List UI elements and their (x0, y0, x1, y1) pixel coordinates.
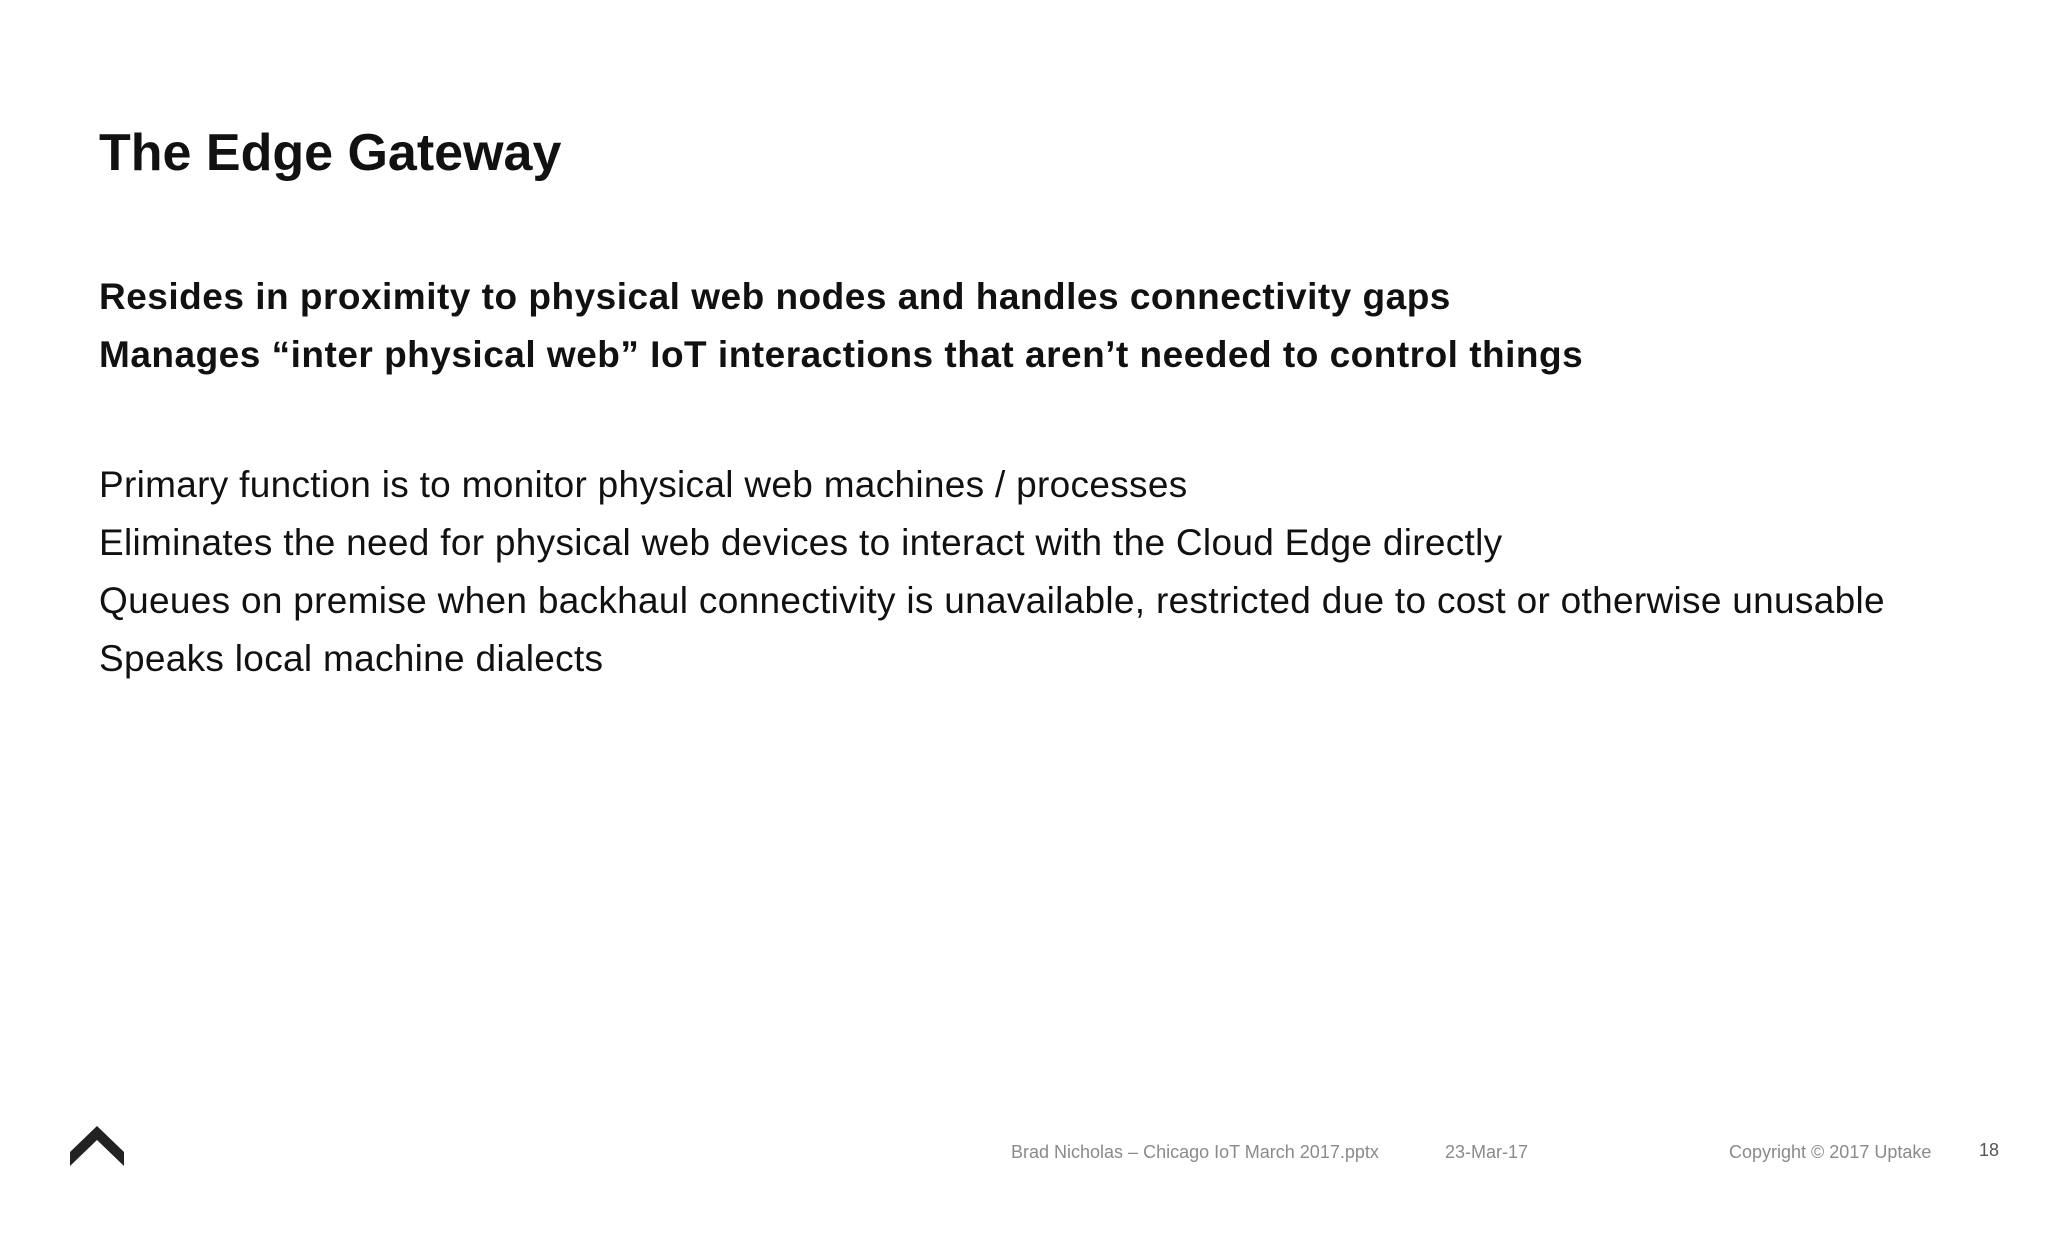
slide-title: The Edge Gateway (99, 124, 562, 182)
key-points (99, 268, 1583, 384)
detail-points (99, 456, 1885, 688)
page-number: 18 (1979, 1140, 2000, 1160)
footer-date: 23-Mar-17 (1445, 1142, 1529, 1162)
detail-point-line: Eliminates the need for physical web devices to interact with the Cloud Edge directly (99, 522, 1503, 563)
footer-source-file: Brad Nicholas – Chicago IoT March 2017.pptx (1011, 1142, 1379, 1162)
key-point-line: Resides in proximity to physical web nodes and handles connectivity gaps (99, 276, 1451, 317)
detail-point-line: Speaks local machine dialects (99, 638, 604, 679)
detail-point-line: Queues on premise when backhaul connectivity is unavailable, restricted due to cost or otherwise unusable (99, 580, 1885, 621)
detail-point-line: Primary function is to monitor physical web machines / processes (99, 464, 1188, 505)
key-point-line: Manages “inter physical web” IoT interactions that aren’t needed to control things (99, 334, 1584, 375)
uptake-chevron-logo-icon (70, 1124, 124, 1166)
footer-copyright: Copyright © 2017 Uptake (1729, 1142, 1932, 1162)
